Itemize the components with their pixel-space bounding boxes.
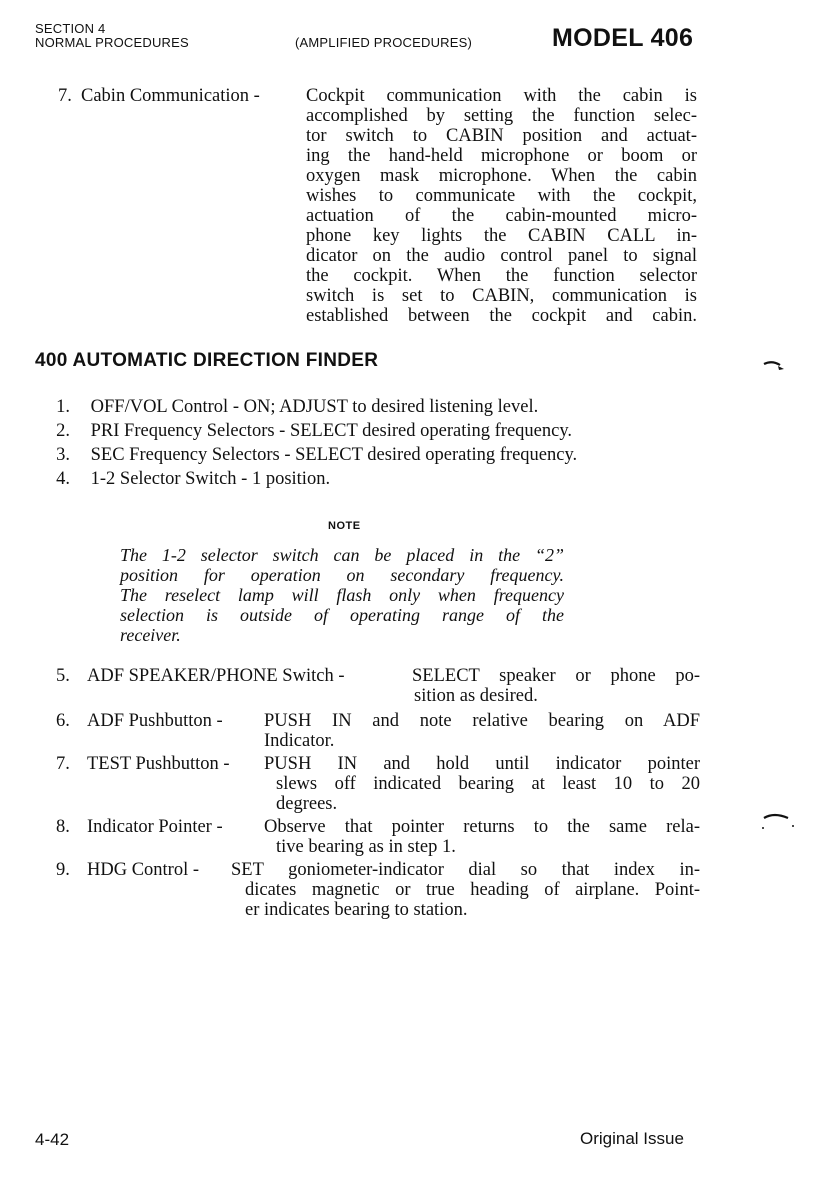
note-line: position for operation on secondary frequency. (120, 565, 564, 585)
list-item: 3. SEC Frequency Selectors - SELECT desired operating frequency. (56, 445, 578, 465)
note-line: The reselect lamp will flash only when frequency (120, 585, 564, 605)
list-item-continuation: dicates magnetic or true heading of airplane. Point- er indicates bearing to station. (245, 880, 700, 920)
cabin-line: phone key lights the CABIN CALL in- (306, 226, 697, 246)
cabin-line: wishes to communicate with the cockpit, (306, 186, 697, 206)
list-item-number: 7. (56, 754, 70, 774)
cabin-item-label: Cabin Communication - (81, 86, 260, 106)
cabin-line: oxygen mask microphone. When the cabin (306, 166, 697, 186)
cabin-item-description (306, 86, 697, 326)
cabin-line: ing the hand-held microphone or boom or (306, 146, 697, 166)
cabin-line: dicator on the audio control panel to signal (306, 246, 697, 266)
issue-label: Original Issue (580, 1129, 684, 1148)
list-item-label: Indicator Pointer - (87, 817, 223, 837)
note-body (120, 545, 564, 645)
list-item-number: 6. (56, 711, 70, 731)
model-title: MODEL 406 (552, 24, 694, 52)
list-item-description: PUSH IN and hold until indicator pointer (264, 754, 700, 774)
note-line: selection is outside of operating range of the (120, 605, 564, 625)
list-item-label: HDG Control - (87, 860, 200, 880)
list-item-description: Observe that pointer returns to the same rela- (264, 817, 700, 837)
list-item-description: SET goniometer-indicator dial so that index in- (231, 860, 700, 880)
list-item-label: ADF SPEAKER/PHONE Switch - (87, 666, 345, 686)
list-item-description: PUSH IN and note relative bearing on ADF Indicator. (264, 711, 700, 751)
note-line: receiver. (120, 625, 181, 645)
page-number: 4-42 (35, 1130, 70, 1149)
list-item-label: TEST Pushbutton - (87, 754, 230, 774)
section-number: SECTION 4 (35, 21, 106, 36)
list-item: 4. 1-2 Selector Switch - 1 position. (56, 469, 331, 489)
note-title: NOTE (328, 520, 361, 532)
revision-mark-icon (762, 358, 786, 372)
section-title: NORMAL PROCEDURES (35, 35, 189, 50)
cabin-line: tor switch to CABIN position and actuat- (306, 126, 697, 146)
list-item-continuation: slews off indicated bearing at least 10 to 20 degrees. (276, 774, 700, 814)
list-item-description: SELECT speaker or phone po- (412, 666, 700, 686)
note-line: The 1-2 selector switch can be placed in the “2” (120, 545, 564, 565)
list-item-number: 8. (56, 817, 70, 837)
header-center: (AMPLIFIED PROCEDURES) (295, 35, 473, 50)
adf-list-a (56, 397, 716, 493)
list-item: 2. PRI Frequency Selectors - SELECT desired operating frequency. (56, 421, 573, 441)
list-item-continuation: sition as desired. (414, 686, 538, 706)
cabin-line: Cockpit communication with the cabin is (306, 86, 697, 106)
cabin-line: actuation of the cabin-mounted micro- (306, 206, 697, 226)
revision-mark-icon (760, 810, 796, 832)
cabin-line: the cockpit. When the function selector (306, 266, 697, 286)
adf-section-heading: 400 AUTOMATIC DIRECTION FINDER (35, 350, 379, 371)
cabin-line: accomplished by setting the function selec- (306, 106, 697, 126)
cabin-line: switch is set to CABIN, communication is (306, 286, 697, 306)
list-item-continuation: tive bearing as in step 1. (276, 837, 456, 857)
list-item-number: 5. (56, 666, 70, 686)
list-item: 1. OFF/VOL Control - ON; ADJUST to desired listening level. (56, 397, 539, 417)
cabin-line: established between the cockpit and cabin. (306, 306, 697, 326)
cabin-item-number: 7. (58, 86, 72, 106)
list-item-number: 9. (56, 860, 70, 880)
list-item-label: ADF Pushbutton - (87, 711, 223, 731)
